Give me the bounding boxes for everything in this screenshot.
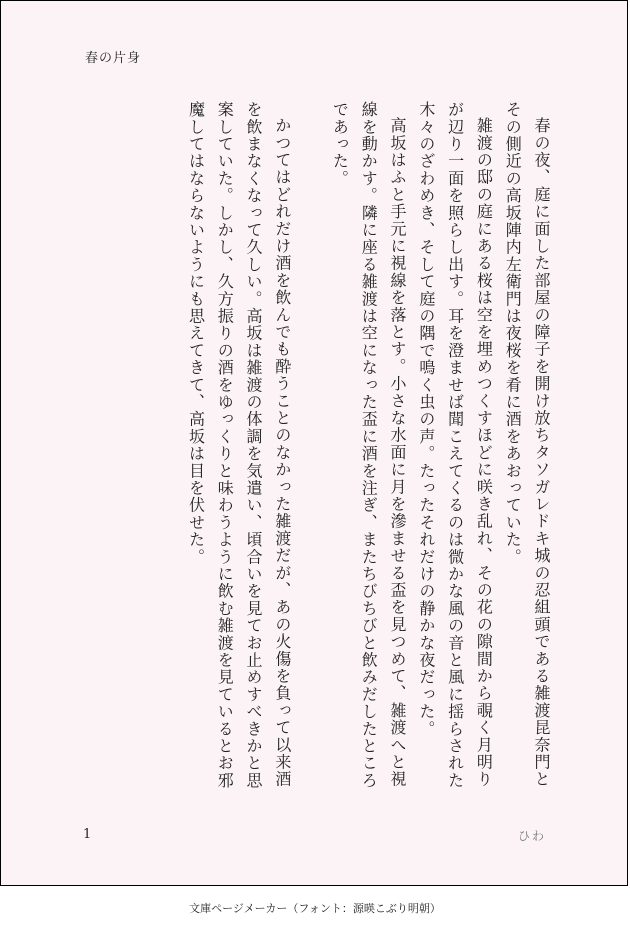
paragraph: 春の夜、庭に面した部屋の障子を開け放ちタソガレドキ城の忍組頭である雑渡昆奈門とその側近の高坂陣内左衛門は夜桜を肴に酒をあおっていた。 (503, 101, 551, 788)
body-text (181, 101, 555, 801)
paragraph: 雑渡の邸の庭にある桜は空を埋めつくすほどに咲き乱れ、その花の隙間から覗く月明りが辺り一面を照らし出す。耳を澄ませば聞こえてくるのは微かな風の音と風に揺らされた木々のざわめき、そして庭の隅で鳴く虫の声。たったそれだけの静かな夜だった。 (416, 101, 494, 789)
page-header-title: 春の片身 (85, 51, 142, 66)
paragraph: かつてはどれだけ酒を飲んでも酔うことのなかった雑渡だが、あの火傷を負って以来酒を飲まなくなって久しい。高坂は雑渡の体調を気遣い、頃合いを見てお止めすべきかと思案していた。しかし、久方振りの酒をゆっくりと味わうように飲む雑渡を見ているとお邪魔してはならないようにも思えてきて、高坂は目を伏せた。 (186, 101, 292, 789)
page-number: 1 (83, 827, 92, 842)
paragraph: 高坂はふと手元に視線を落とす。小さな水面に月を滲ませる盃を見つめて、雑渡へと視線を動かす。隣に座る雑渡は空になった盃に酒を注ぎ、またちびちびと飲みだしたところであった。 (330, 101, 408, 789)
footer-credit: 文庫ページメーカー（フォント：源暎こぶり明朝） (189, 902, 441, 915)
author-name: ひわ (518, 829, 547, 843)
